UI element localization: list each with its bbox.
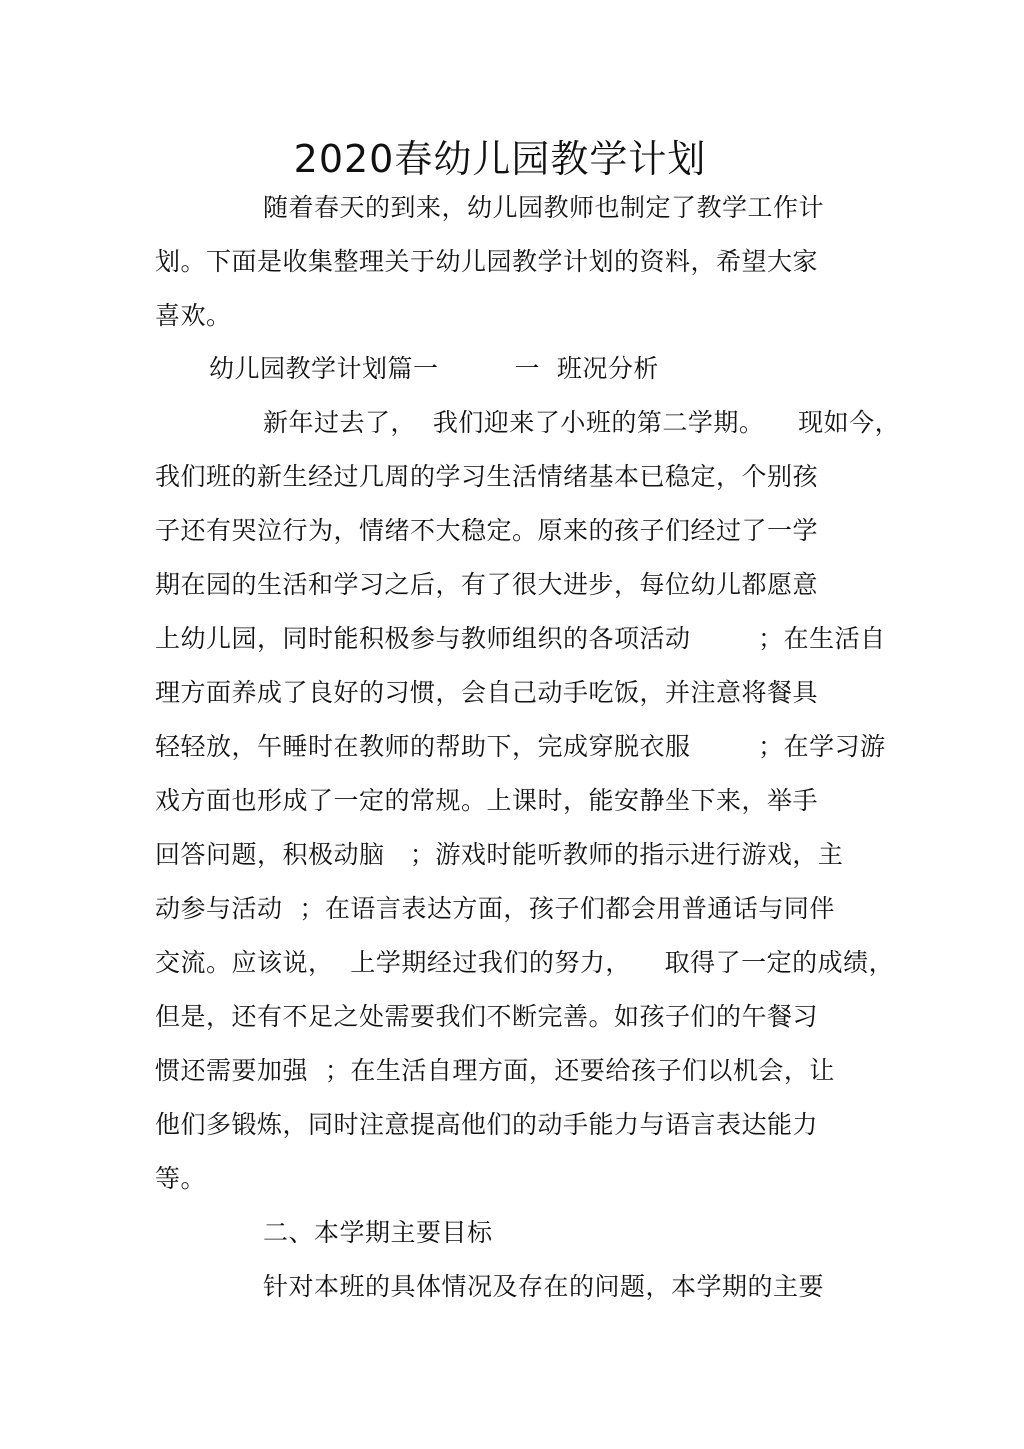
paragraph-line: 上幼儿园，同时能积极参与教师组织的各项活动 ；在生活自 xyxy=(155,624,886,653)
paragraph-line: 轻轻放，午睡时在教师的帮助下，完成穿脱衣服 ；在学习游 xyxy=(155,732,886,761)
paragraph-line: 子还有哭泣行为，情绪不大稳定。原来的孩子们经过了一学 xyxy=(155,516,819,545)
section-heading-line: 幼儿园教学计划篇一 一 班况分析 xyxy=(209,354,659,383)
paragraph-line: 我们班的新生经过几周的学习生活情绪基本已稳定，个别孩 xyxy=(155,462,819,491)
paragraph-line: 交流。应该说， 上学期经过我们的努力， 取得了一定的成绩， xyxy=(155,948,895,977)
paragraph-line: 惯还需要加强 ；在生活自理方面，还要给孩子们以机会，让 xyxy=(155,1056,835,1085)
paragraph-line: 期在园的生活和学习之后，有了很大进步，每位幼儿都愿意 xyxy=(155,570,819,599)
section-heading-line: 二、本学期主要目标 xyxy=(263,1218,493,1247)
paragraph-line: 随着春天的到来，幼儿园教师也制定了教学工作计 xyxy=(263,193,825,222)
paragraph-line: 但是，还有不足之处需要我们不断完善。如孩子们的午餐习 xyxy=(155,1002,819,1031)
paragraph-line: 等。 xyxy=(155,1164,207,1193)
paragraph-line: 理方面养成了良好的习惯，会自己动手吃饭，并注意将餐具 xyxy=(155,678,819,707)
paragraph-line: 戏方面也形成了一定的常规。上课时，能安静坐下来，举手 xyxy=(155,786,819,815)
paragraph-line: 动参与活动 ；在语言表达方面，孩子们都会用普通话与同伴 xyxy=(155,894,835,923)
paragraph-line: 针对本班的具体情况及存在的问题，本学期的主要 xyxy=(263,1272,825,1301)
paragraph-line: 喜欢。 xyxy=(155,301,232,330)
paragraph-line: 新年过去了， 我们迎来了小班的第二学期。 现如今， xyxy=(263,408,901,437)
paragraph-line: 回答问题，积极动脑 ；游戏时能听教师的指示进行游戏，主 xyxy=(155,840,844,869)
paragraph-line: 划。下面是收集整理关于幼儿园教学计划的资料，希望大家 xyxy=(155,247,819,276)
paragraph-line: 他们多锻炼，同时注意提高他们的动手能力与语言表达能力 xyxy=(155,1110,819,1139)
document-title: 2020春幼儿园教学计划 xyxy=(293,137,707,181)
